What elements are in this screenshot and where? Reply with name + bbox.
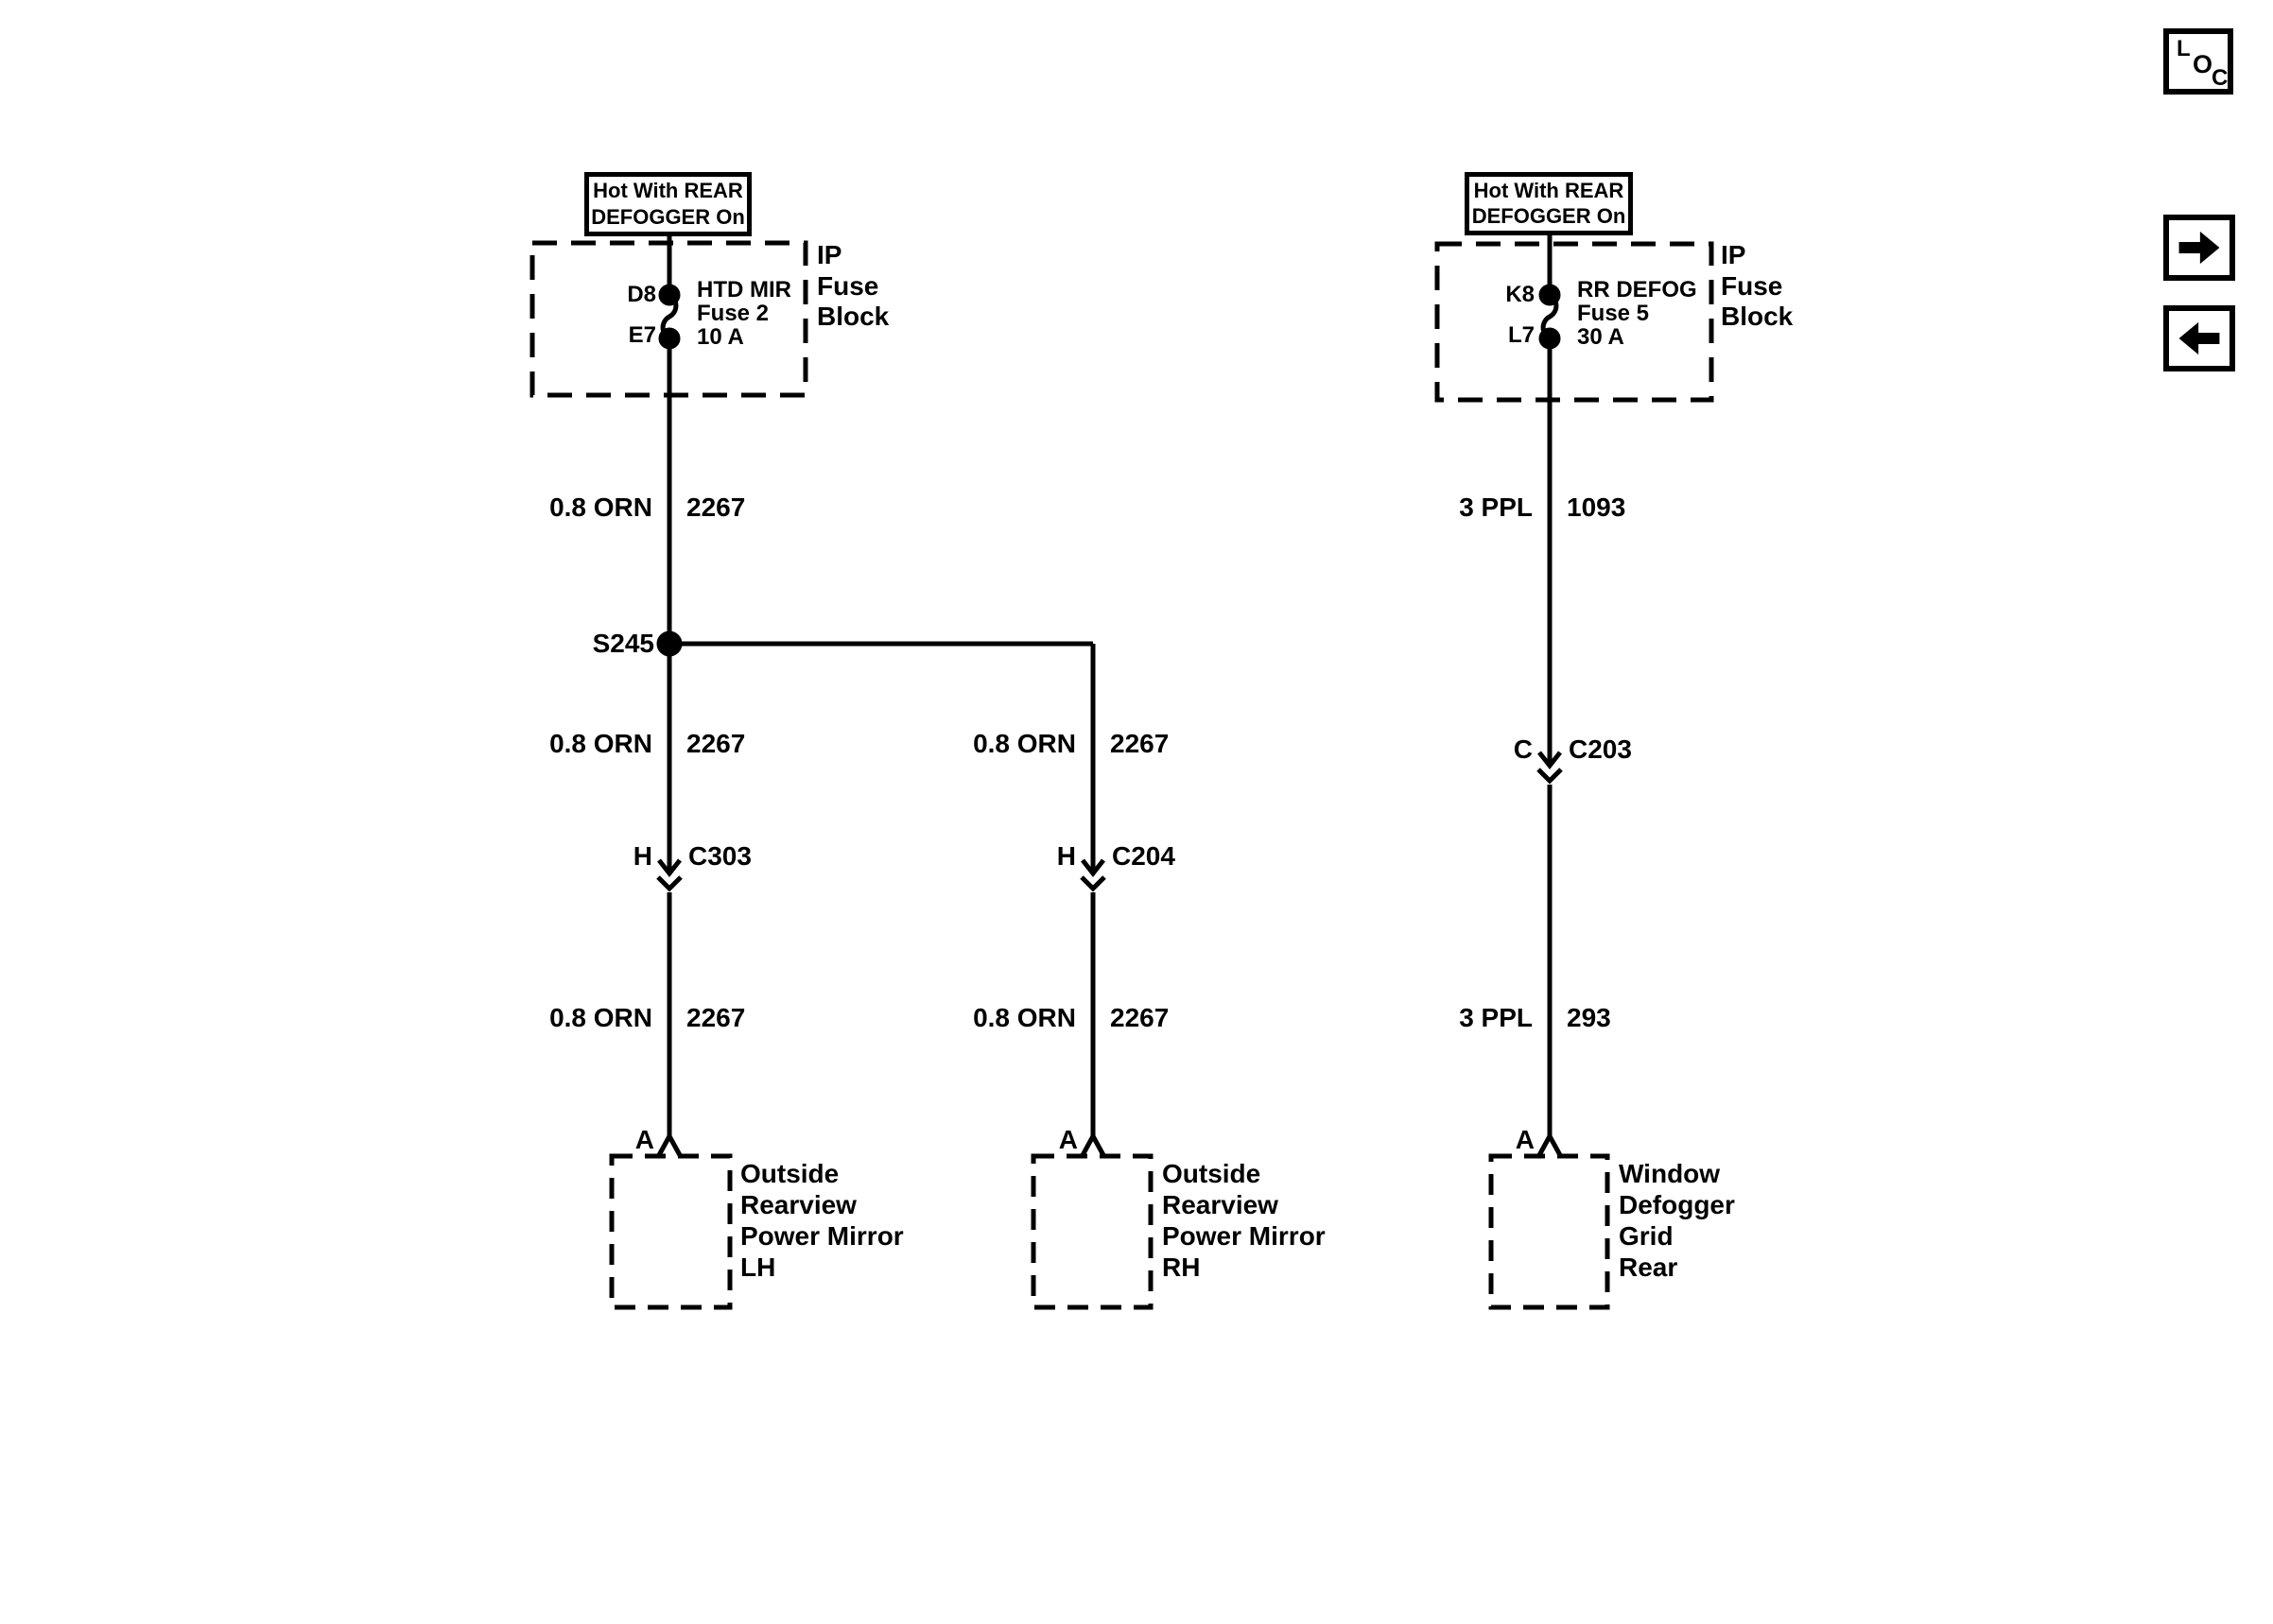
component-name-line: RH [1162,1253,1201,1282]
previous-page-button[interactable] [2163,305,2235,371]
terminal-fork-icon [659,1136,680,1155]
fuse-pin-label: E7 [628,322,656,348]
fuse-pin-label: D8 [627,282,656,307]
component-box-defogger-grid [1491,1156,1607,1307]
splice-label: S245 [592,629,654,658]
wire-circuit-number: 2267 [1110,1003,1170,1032]
wire-circuit-number: 1093 [1567,492,1626,522]
power-source-banner-right [1465,172,1633,235]
loc-letter: O [2193,50,2213,78]
fuse-block-name: IP [1721,240,1746,269]
fuse-block-name: IP [817,240,842,269]
loc-letter: L [2177,36,2191,61]
wire-spec-label: 0.8 ORN [549,1003,652,1032]
wire-spec-label: 3 PPL [1459,1003,1533,1032]
component-name-line: Power Mirror [1162,1221,1326,1251]
fuse-rating-label: 10 A [697,324,744,350]
component-name-line: Rearview [740,1190,857,1219]
component-name-line: LH [740,1253,776,1282]
fuse-number-label: Fuse 5 [1577,301,1650,326]
terminal-fork-icon [1539,1136,1560,1155]
circuit-rear-defogger-wires [1538,235,1561,1155]
component-name-line: Grid [1619,1221,1674,1251]
fuse-name-label: RR DEFOG [1577,277,1697,302]
terminal-pin-label: A [1058,1125,1078,1154]
banner-line: Hot With REAR [1473,178,1624,202]
component-name-line: Rearview [1162,1190,1278,1219]
fuse-block-name: Block [1721,302,1794,331]
component-name-line: Rear [1619,1253,1678,1282]
wire-circuit-number: 2267 [686,1003,746,1032]
wire-spec-label: 0.8 ORN [549,729,652,758]
fuse-pin-label: L7 [1507,322,1535,348]
fuse-block-name: Fuse [817,271,879,301]
connector-chevron-icon [1538,769,1561,781]
banner-line: DEFOGGER On [591,204,745,229]
banner-line: Hot With REAR [593,179,743,203]
fuse-pin-label: K8 [1505,282,1535,307]
connector-pin-label: H [633,841,652,871]
wire-circuit-number: 2267 [686,492,746,522]
loc-button[interactable] [2163,28,2233,95]
terminal-fork-icon [1083,1136,1103,1155]
component-name-line: Power Mirror [740,1221,904,1251]
fuse-number-label: Fuse 2 [697,301,770,326]
wire-spec-label: 0.8 ORN [549,492,652,522]
terminal-pin-label: A [1515,1125,1535,1154]
connector-id-label: C204 [1112,841,1175,871]
component-name-line: Window [1619,1159,1721,1188]
connector-chevron-icon [1082,877,1104,889]
loc-letter: C [2212,65,2229,91]
circuit-heated-mirror-rh-wires [1082,644,1104,1155]
arrow-left-icon [2171,316,2228,361]
component-name-line: Outside [1162,1159,1261,1188]
wire-circuit-number: 293 [1567,1003,1611,1032]
wire-spec-label: 0.8 ORN [973,729,1076,758]
terminal-pin-label: A [634,1125,654,1154]
connector-pin-label: C [1513,734,1533,764]
wire-circuit-number: 2267 [1110,729,1170,758]
fuse-block-name: Block [817,302,890,331]
power-source-banner-left [584,172,752,236]
component-box-mirror-lh [612,1156,730,1307]
next-page-button[interactable] [2163,215,2235,281]
arrow-right-icon [2171,225,2228,270]
component-name-line: Defogger [1619,1190,1735,1219]
fuse-name-label: HTD MIR [697,277,791,302]
banner-line: DEFOGGER On [1471,204,1626,228]
connector-pin-label: H [1056,841,1076,871]
connector-chevron-icon [658,877,681,889]
component-name-line: Outside [740,1159,840,1188]
connector-id-label: C303 [688,841,752,871]
ip-fuse-block-box-right [1437,244,1711,400]
wire-spec-label: 3 PPL [1459,492,1533,522]
fuse-block-name: Fuse [1721,271,1783,301]
component-box-mirror-rh [1033,1156,1151,1307]
wire-spec-label: 0.8 ORN [973,1003,1076,1032]
fuse-rating-label: 30 A [1577,324,1624,350]
wire-circuit-number: 2267 [686,729,746,758]
connector-id-label: C203 [1569,734,1632,764]
